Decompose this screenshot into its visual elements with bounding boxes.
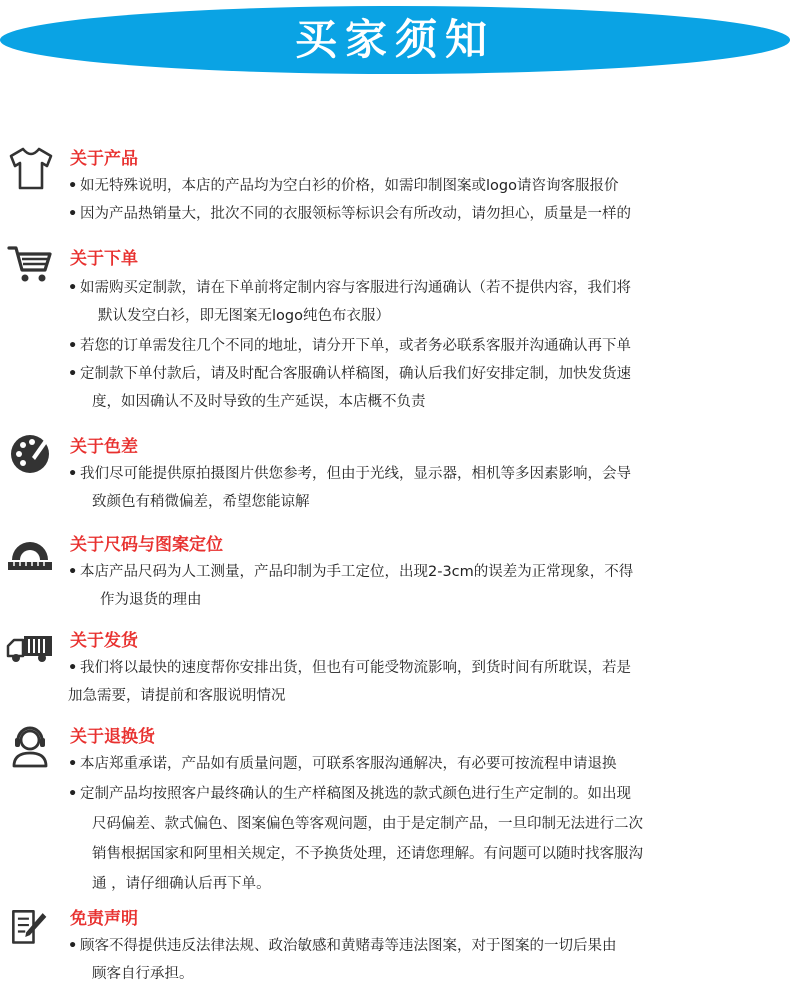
list-item: • 定制款下单付款后，请及时配合客服确认样稿图，确认后我们好安排定制，加快发货速 — [68, 366, 631, 382]
list-item-continuation: 作为退货的理由 — [100, 592, 202, 608]
section-title: 免责声明 — [70, 909, 138, 929]
list-item: • 我们尽可能提供原拍摄图片供您参考，但由于光线，显示器，相机等多因素影响，会导 — [68, 466, 631, 482]
list-item-continuation: 致颜色有稍微偏差，希望您能谅解 — [92, 494, 310, 510]
section-title: 关于色差 — [70, 437, 138, 457]
customer-service-headset-icon — [6, 722, 54, 770]
section-title: 关于产品 — [70, 149, 138, 169]
document-pen-icon — [6, 904, 50, 948]
list-item: • 若您的订单需发往几个不同的地址，请分开下单，或者务必联系客服并沟通确认再下单 — [68, 338, 631, 354]
page-title: 买家须知 — [294, 15, 495, 64]
shopping-cart-icon — [6, 240, 54, 288]
list-item-continuation: 销售根据国家和阿里相关规定，不予换货处理，还请您理解。有问题可以随时找客服沟 — [92, 846, 643, 862]
list-item: • 本店郑重承诺，产品如有质量问题，可联系客服沟通解决，有必要可按流程申请退换 — [68, 756, 617, 772]
protractor-ruler-icon — [6, 528, 54, 576]
section-title: 关于尺码与图案定位 — [70, 535, 223, 555]
list-item-continuation: 度，如因确认不及时导致的生产延误，本店概不负责 — [92, 394, 426, 410]
list-item: • 我们将以最快的速度帮你安排出货，但也有可能受物流影响，到货时间有所耽误，若是 — [68, 660, 631, 676]
header-banner — [0, 0, 790, 88]
section-title: 关于发货 — [70, 631, 138, 651]
list-item: • 如无特殊说明，本店的产品均为空白衫的价格，如需印制图案或logo请咨询客服报价 — [68, 178, 619, 194]
delivery-truck-icon — [6, 624, 54, 672]
list-item-continuation: 尺码偏差、款式偏色、图案偏色等客观问题，由于是定制产品，一旦印制无法进行二次 — [92, 816, 643, 832]
list-item-continuation: 默认发空白衫，即无图案无logo纯色布衣服） — [98, 308, 390, 324]
list-item: • 因为产品热销量大，批次不同的衣服领标等标识会有所改动，请勿担心，质量是一样的 — [68, 206, 631, 222]
palette-icon — [6, 430, 54, 478]
tshirt-icon — [6, 144, 54, 192]
list-item: • 如需购买定制款，请在下单前将定制内容与客服进行沟通确认（若不提供内容，我们将 — [68, 280, 631, 296]
section-title: 关于下单 — [70, 249, 138, 269]
list-item-continuation: 通 ，请仔细确认后再下单。 — [92, 876, 271, 892]
list-item: • 本店产品尺码为人工测量，产品印制为手工定位，出现2-3cm的误差为正常现象，不得 — [68, 564, 634, 580]
list-item: • 顾客不得提供违反法律法规、政治敏感和黄赌毒等违法图案，对于图案的一切后果由 — [68, 938, 617, 954]
list-item-continuation: 加急需要，请提前和客服说明情况 — [68, 688, 286, 704]
list-item-continuation: 顾客自行承担。 — [92, 966, 194, 982]
section-title: 关于退换货 — [70, 727, 155, 747]
list-item: • 定制产品均按照客户最终确认的生产样稿图及挑选的款式颜色进行生产定制的。如出现 — [68, 786, 631, 802]
